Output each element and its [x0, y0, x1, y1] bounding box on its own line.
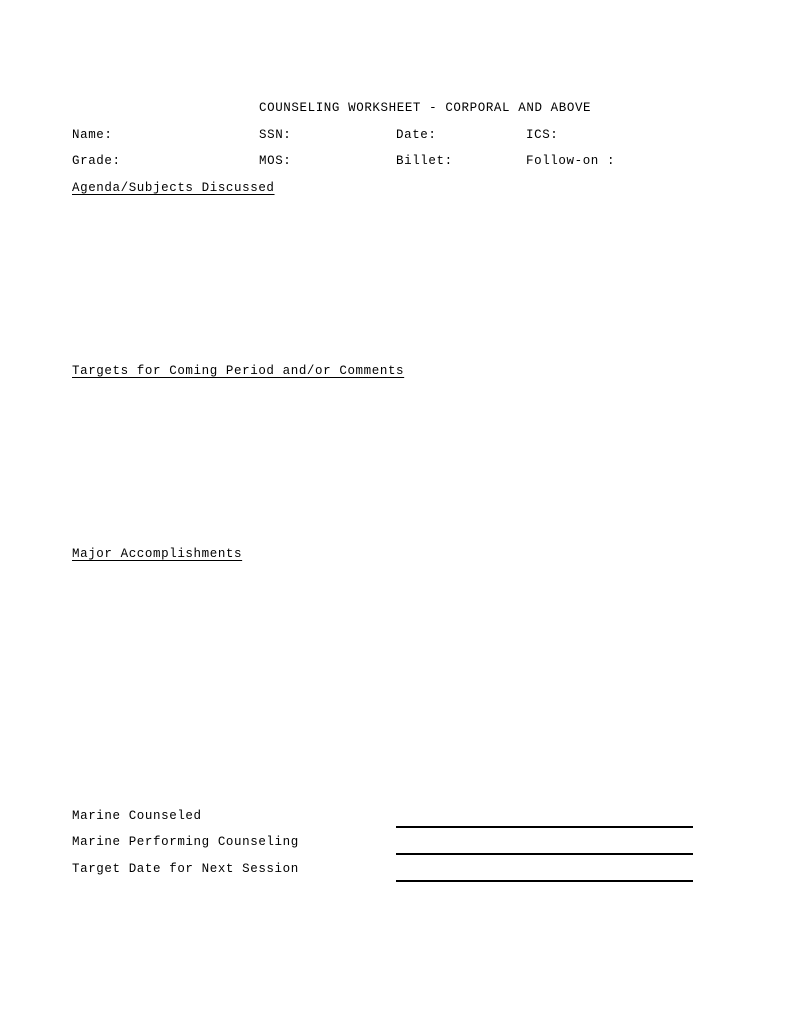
- signature-label-target-date: Target Date for Next Session: [72, 862, 299, 876]
- section-heading-accomplishments: Major Accomplishments: [72, 547, 243, 561]
- section-heading-targets: Targets for Coming Period and/or Comments: [72, 364, 405, 378]
- signature-line-marine-counseled: [396, 826, 693, 828]
- field-label-mos: MOS:: [259, 154, 292, 168]
- signature-label-marine-performing-counseling: Marine Performing Counseling: [72, 835, 299, 849]
- field-label-ssn: SSN:: [259, 128, 292, 142]
- page-title: COUNSELING WORKSHEET - CORPORAL AND ABOVE: [259, 101, 592, 115]
- field-row-assignment: [0, 154, 790, 170]
- field-label-ics: ICS:: [526, 128, 559, 142]
- signature-line-target-date: [396, 880, 693, 882]
- field-label-billet: Billet:: [396, 154, 453, 168]
- field-label-date: Date:: [396, 128, 437, 142]
- field-label-follow-on: Follow-on :: [526, 154, 616, 168]
- field-label-name: Name:: [72, 128, 113, 142]
- field-label-grade: Grade:: [72, 154, 121, 168]
- field-row-identity: [0, 128, 790, 144]
- signature-label-marine-counseled: Marine Counseled: [72, 809, 202, 823]
- section-heading-agenda: Agenda/Subjects Discussed: [72, 181, 275, 195]
- signature-line-marine-performing-counseling: [396, 853, 693, 855]
